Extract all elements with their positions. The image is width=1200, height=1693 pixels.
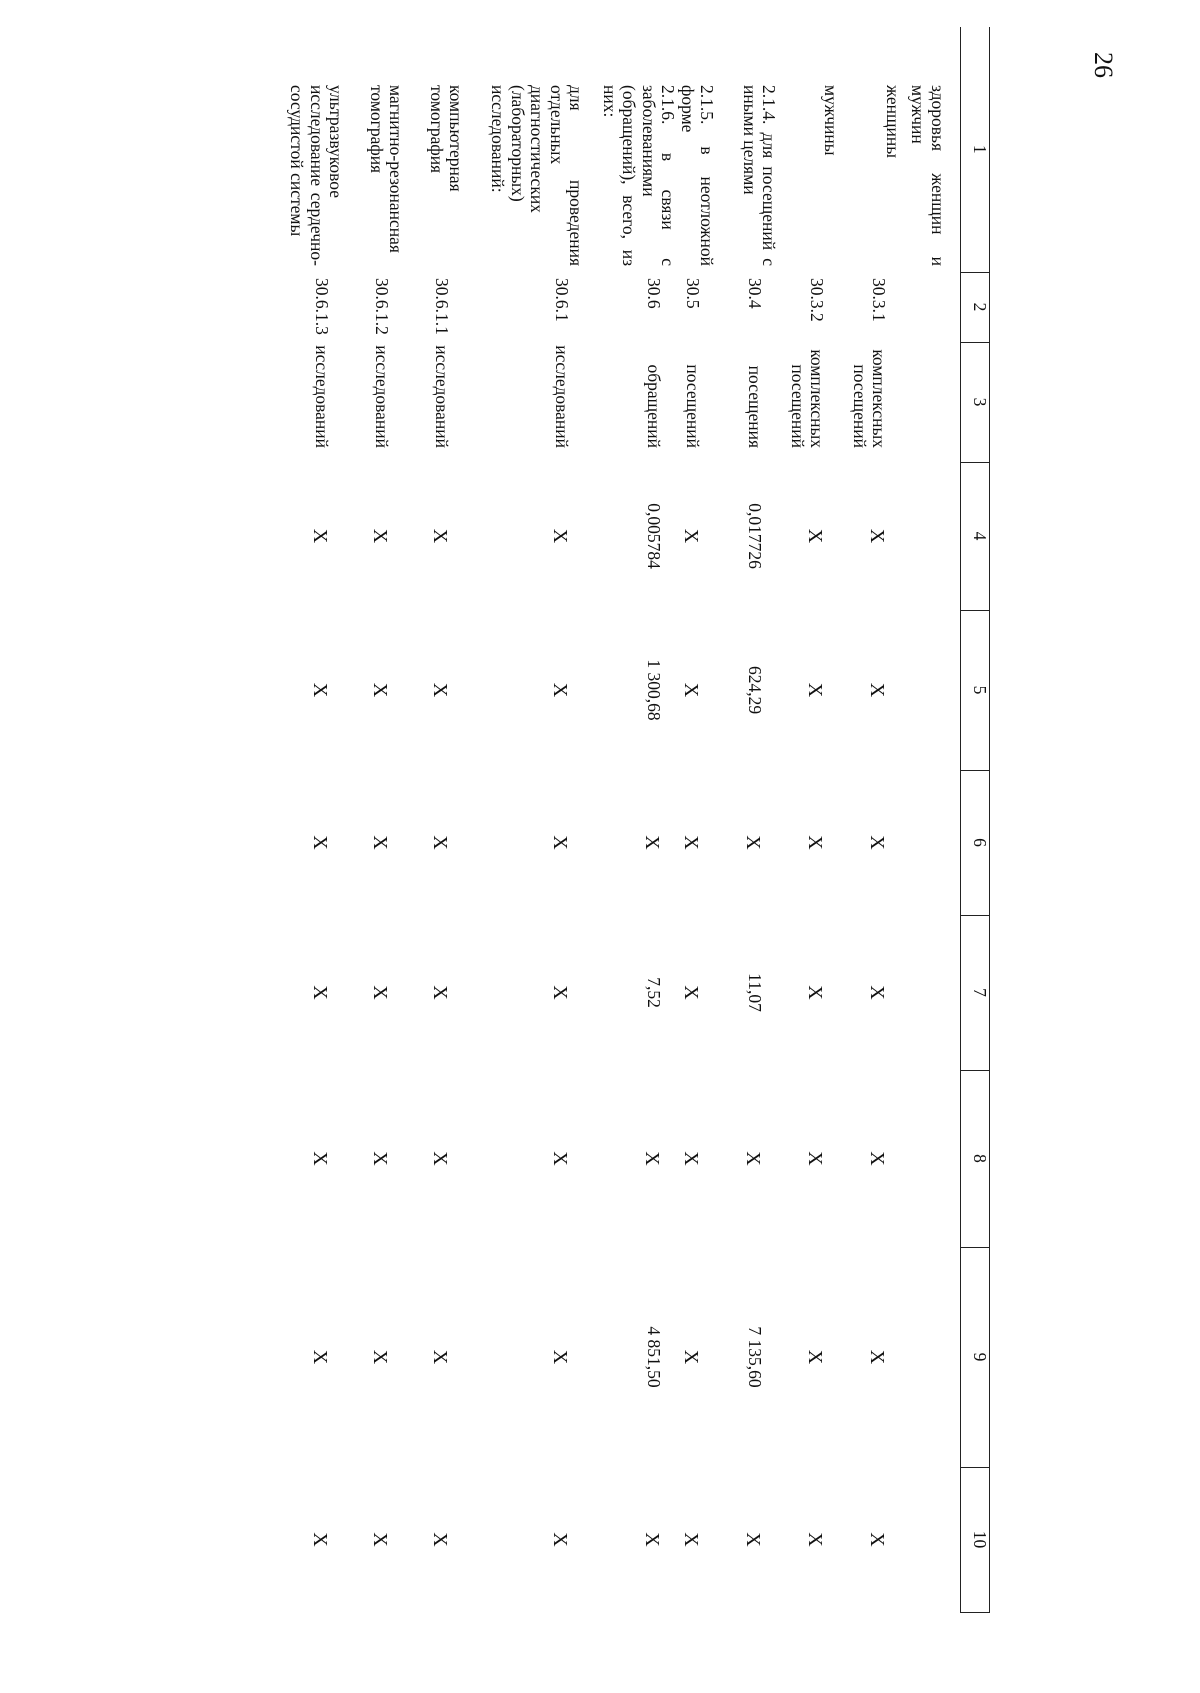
cell-col-7: 7,52: [644, 977, 665, 1008]
cell-col-10: X: [429, 1532, 452, 1547]
cell-col-1: женщины: [883, 85, 904, 158]
header-col-3: 3: [961, 342, 990, 462]
cell-col-9: [903, 1247, 961, 1467]
cell-col-6: X: [641, 835, 664, 850]
cell-col-2: 30.5: [683, 278, 704, 309]
cell-col-7: [903, 915, 961, 1070]
cell-col-7: X: [680, 985, 703, 1000]
table-row: [717, 27, 779, 1612]
cell-col-3: комплексных посещений: [787, 349, 828, 448]
cell-col-6: X: [429, 835, 452, 850]
cell-col-2: 30.6.1.2: [372, 278, 393, 335]
cell-col-3: исследований: [432, 345, 453, 448]
cell-col-9: 7 135,60: [745, 1326, 766, 1388]
cell-col-7: X: [804, 985, 827, 1000]
cell-col-10: X: [549, 1532, 572, 1547]
cell-col-8: X: [866, 1151, 889, 1166]
header-col-6: 6: [961, 770, 990, 915]
cell-col-1: 2.1.5. в неотложной форме: [677, 85, 718, 266]
header-col-8: 8: [961, 1070, 990, 1247]
cell-col-3: [903, 342, 961, 462]
cell-col-8: X: [549, 1151, 572, 1166]
cell-col-4: 0,005784: [644, 503, 665, 569]
table-row: [903, 27, 961, 1612]
cell-col-2: [903, 272, 961, 342]
cell-col-4: X: [680, 528, 703, 544]
cell-col-4: X: [549, 528, 572, 544]
cell-col-9: X: [369, 1349, 392, 1365]
cell-col-10: X: [641, 1532, 664, 1547]
page-number: 26: [1089, 52, 1118, 78]
cell-col-1: мужчины: [821, 85, 842, 156]
cell-col-2: 30.3.1: [869, 278, 890, 322]
cell-col-2: 30.4: [745, 278, 766, 309]
cell-col-10: X: [680, 1532, 703, 1547]
cell-col-5: [903, 610, 961, 770]
cell-col-1: для проведения отдельных диагностических (лабораторных) исследований:: [487, 85, 587, 266]
cell-col-3: комплексных посещений: [849, 349, 890, 448]
cell-col-6: X: [866, 835, 889, 850]
cell-col-3: исследований: [372, 345, 393, 448]
cell-col-6: X: [804, 835, 827, 850]
cell-col-4: [903, 462, 961, 610]
cell-col-8: X: [369, 1151, 392, 1166]
cell-col-2: 30.3.2: [807, 278, 828, 322]
table-body: [273, 27, 960, 1612]
cell-col-5: X: [549, 682, 572, 698]
cell-col-4: X: [866, 528, 889, 544]
cell-col-2: 30.6: [644, 278, 665, 309]
table-row: [677, 27, 716, 1612]
cell-col-6: X: [680, 835, 703, 850]
cell-col-6: X: [549, 835, 572, 850]
cell-col-8: X: [641, 1151, 664, 1166]
cell-col-5: X: [429, 682, 452, 698]
cell-col-5: 624,29: [745, 665, 766, 715]
cell-col-9: X: [804, 1349, 827, 1365]
header-col-2: 2: [961, 272, 990, 342]
cell-col-2: 30.6.1.3: [312, 278, 333, 335]
cell-col-8: [903, 1070, 961, 1247]
cell-col-1: здоровья женщин и мужчин: [908, 85, 948, 266]
cell-col-7: 11,07: [745, 973, 766, 1012]
cell-col-10: X: [866, 1532, 889, 1547]
table-row: [585, 27, 677, 1612]
cell-col-7: X: [369, 985, 392, 1000]
cell-col-8: X: [680, 1151, 703, 1166]
cell-col-4: 0,017726: [745, 503, 766, 569]
cell-col-6: X: [369, 835, 392, 850]
cell-col-8: X: [429, 1151, 452, 1166]
cell-col-6: X: [309, 835, 332, 850]
cell-col-9: X: [549, 1349, 572, 1365]
cell-col-7: X: [429, 985, 452, 1000]
cell-col-1: компьютерная томография: [426, 85, 467, 192]
cell-col-3: исследований: [552, 345, 573, 448]
cell-col-4: X: [369, 528, 392, 544]
cell-col-1: магнитно-резонансная томография: [366, 85, 407, 253]
cell-col-7: X: [549, 985, 572, 1000]
table-row: [779, 27, 841, 1612]
cell-col-5: X: [369, 682, 392, 698]
cell-col-9: X: [866, 1349, 889, 1365]
cell-col-5: X: [309, 682, 332, 698]
cell-col-1: 2.1.4. для посещений с иными целями: [739, 85, 780, 266]
table-row: [841, 27, 903, 1612]
cell-col-9: X: [429, 1349, 452, 1365]
cell-col-3: обращений: [644, 364, 665, 448]
table-row: [273, 27, 345, 1612]
header-col-9: 9: [961, 1247, 990, 1467]
cell-col-9: X: [309, 1349, 332, 1365]
cell-col-5: X: [680, 682, 703, 698]
cell-col-9: X: [680, 1349, 703, 1365]
cell-col-5: X: [804, 682, 827, 698]
header-col-7: 7: [961, 915, 990, 1070]
cell-col-1: 2.1.6. в связи с заболеваниями (обращений), всего, из них:: [599, 85, 679, 266]
cell-col-8: X: [309, 1151, 332, 1166]
cell-col-3: посещений: [683, 364, 704, 448]
cell-col-9: 4 851,50: [644, 1326, 665, 1388]
cell-col-7: X: [866, 985, 889, 1000]
cell-col-4: X: [429, 528, 452, 544]
cell-col-10: [903, 1467, 961, 1612]
header-col-1: 1: [961, 27, 990, 272]
header-col-5: 5: [961, 610, 990, 770]
header-col-4: 4: [961, 462, 990, 610]
table-row: [465, 27, 585, 1612]
cell-col-1: ультразвуковое исследование сердечно-сосудистой системы: [287, 85, 347, 266]
cell-col-5: X: [866, 682, 889, 698]
cell-col-8: X: [742, 1151, 765, 1166]
cell-col-8: X: [804, 1151, 827, 1166]
cell-col-4: X: [804, 528, 827, 544]
cell-col-4: X: [309, 528, 332, 544]
header-col-10: 10: [961, 1467, 990, 1612]
cell-col-7: X: [309, 985, 332, 1000]
cell-col-2: 30.6.1.1: [432, 278, 453, 335]
table-row: [345, 27, 405, 1612]
cell-col-5: 1 300,68: [644, 659, 665, 721]
cell-col-10: X: [309, 1532, 332, 1547]
cell-col-2: 30.6.1: [552, 278, 573, 322]
cell-col-3: посещения: [745, 365, 766, 448]
cell-col-3: исследований: [312, 345, 333, 448]
cell-col-10: X: [369, 1532, 392, 1547]
cell-col-6: X: [742, 835, 765, 850]
table-row: [405, 27, 465, 1612]
cell-col-6: [903, 770, 961, 915]
header-row: [961, 27, 990, 1612]
cell-col-10: X: [742, 1532, 765, 1547]
cell-col-10: X: [804, 1532, 827, 1547]
data-table: [273, 27, 990, 1613]
